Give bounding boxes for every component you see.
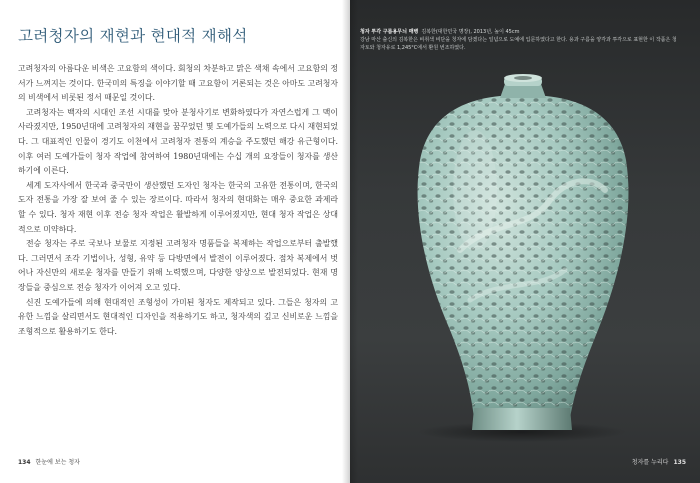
paragraph: 고려청자는 백자의 시대인 조선 시대를 맞아 분청사기로 변화하였다가 자연스럽게 그 맥이 사라졌지만, 1950년대에 고려청자의 재현을 꿈꾸었던 몇 도예가들의 노력으로 다시 재현되었다. 그 대표적인 인물이 경기도 이천에서 고려청자 전통의 계승을 주도했던 해강 유근형이다. 이후 여러 도예가들이 청자 작업에 참여하여 1980년대에는 수십 개의 요장들이 청자를 생산하기에 이른다. (18, 107, 338, 176)
body-text (18, 62, 338, 339)
caption-description: 강남 마산 출신의 김복한은 비취색 비단을 청자에 담겠다는 일념으로 도예에 입문하였다고 한다. 용과 구름을 양각과 투각으로 표현한 이 작품은 청자토와 청자유로 1,245°C에서 환원 번조하였다. (360, 37, 677, 51)
page-number: 135 (673, 459, 686, 466)
photo-caption (360, 28, 680, 52)
paragraph: 고려청자의 아름다운 비색은 고요함의 색이다. 회청의 차분하고 맑은 색채 속에서 고요함의 정서가 느껴지는 것이다. 한국미의 특징을 이야기할 때 고요함이 거론되는 것은 아마도 고려청자의 비색에서 비롯된 정서 때문일 것이다. (18, 64, 338, 103)
page-title: 고려청자의 재현과 현대적 재해석 (18, 27, 248, 45)
running-title: 한눈에 보는 청자 (35, 459, 80, 466)
right-page (350, 0, 700, 483)
paragraph: 세계 도자사에서 한국과 중국만이 생산했던 도자인 청자는 한국의 고유한 전통이며, 한국의 도자 전통을 가장 잘 보여 줄 수 있는 장르이다. 따라서 청자의 현대화는 매우 중요한 과제라 할 수 있다. 청자 재현 이후 전승 청자 작업은 활발하게 이루어졌지만, 현대 청자 작업은 상대적으로 미약하다. (18, 180, 338, 234)
celadon-vase-photo (350, 0, 700, 483)
paragraph: 신진 도예가들에 의해 현대적인 조형성이 가미된 청자도 제작되고 있다. 그들은 청자의 고유한 느낌을 살리면서도 현대적인 디자인을 적용하기도 하고, 청자색의 깊고 신비로운 느낌을 조형적으로 활용하기도 한다. (18, 297, 338, 336)
caption-title: 청자 투각 구름용무늬 매병 (360, 29, 419, 35)
running-title: 청자를 누리다 (631, 459, 669, 466)
paragraph: 전승 청자는 주로 국보나 보물로 지정된 고려청자 명품들을 복제하는 작업으로부터 출발했다. 그러면서 조각 기법이나, 성형, 유약 등 다방면에서 발전이 이루어졌다. 점차 복제에서 벗어나 자신만의 새로운 청자를 만들기 위해 노력했으며, 다양한 양상으로 발전되었다. 현재 명장들을 중심으로 전승 청자가 이어져 오고 있다. (18, 239, 338, 292)
page-number: 134 (18, 459, 31, 466)
right-folio (632, 457, 686, 466)
left-folio (18, 457, 80, 466)
caption-credit: 김복한(대한민국 명장), 2013년, 높이 45cm (421, 29, 520, 35)
